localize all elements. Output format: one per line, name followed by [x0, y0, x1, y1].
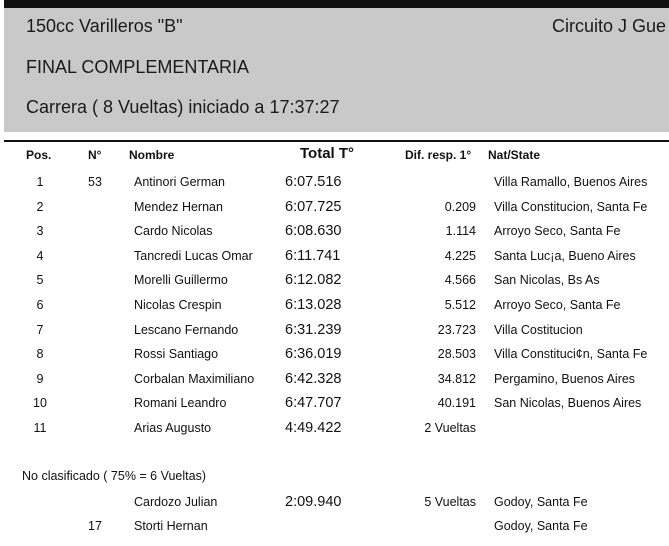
- result-name: Nicolas Crespin: [134, 298, 222, 312]
- result-diff: 1.114: [445, 224, 476, 239]
- result-pos: 7: [36, 322, 44, 337]
- results-header: [4, 8, 669, 132]
- result-time: 6:08.630: [285, 223, 342, 240]
- col-name: Nombre: [129, 148, 175, 162]
- result-num: 17: [88, 519, 102, 533]
- result-nat: San Nicolas, Buenos Aires: [494, 396, 642, 411]
- col-pos: Pos.: [26, 148, 52, 162]
- result-diff: 5.512: [444, 298, 476, 312]
- result-pos: 10: [33, 396, 47, 411]
- result-diff: 28.503: [437, 347, 476, 362]
- result-diff: 0.209: [444, 199, 476, 214]
- result-name: Arias Augusto: [134, 421, 212, 435]
- result-time: 6:13.028: [285, 297, 342, 313]
- result-time: 6:36.019: [285, 346, 342, 363]
- result-time: 6:12.082: [285, 272, 342, 289]
- result-nat: Godoy, Santa Fe: [494, 519, 588, 533]
- result-pos: 2: [36, 199, 44, 214]
- result-name: Tancredi Lucas Omar: [134, 248, 253, 263]
- result-pos: 8: [36, 347, 44, 362]
- result-time: 6:42.328: [285, 370, 342, 387]
- col-num: N°: [88, 148, 102, 162]
- result-nat: Villa Ramallo, Buenos Aires: [494, 175, 648, 189]
- result-name: Cardozo Julian: [134, 495, 218, 509]
- result-diff: 34.812: [437, 371, 476, 386]
- result-nat: Arroyo Seco, Santa Fe: [494, 224, 621, 239]
- result-name: Romani Leandro: [134, 396, 227, 411]
- result-pos: 4: [36, 248, 44, 263]
- result-name: Corbalan Maximiliano: [134, 371, 255, 386]
- event-title: FINAL COMPLEMENTARIA: [26, 57, 250, 77]
- result-pos: 5: [36, 273, 44, 288]
- result-diff: 5 Vueltas: [424, 495, 476, 509]
- result-diff: 4.225: [444, 248, 476, 263]
- result-pos: 11: [33, 421, 47, 435]
- result-nat: San Nicolas, Bs As: [494, 273, 600, 288]
- result-nat: Santa Luc¡a, Bueno Aires: [494, 248, 636, 263]
- result-time: 6:07.516: [285, 174, 342, 190]
- result-name: Rossi Santiago: [134, 347, 219, 362]
- result-diff: 4.566: [444, 273, 476, 288]
- result-nat: Godoy, Santa Fe: [494, 495, 588, 509]
- result-time: 6:11.741: [285, 247, 341, 264]
- result-diff: 2 Vueltas: [424, 421, 476, 435]
- result-nat: Arroyo Seco, Santa Fe: [494, 298, 621, 312]
- result-time: 2:09.940: [285, 494, 342, 510]
- category-title: 150cc Varilleros "B": [26, 16, 183, 36]
- result-name: Lescano Fernando: [134, 322, 239, 337]
- result-nat: Villa Costitucion: [494, 322, 583, 337]
- col-nat: Nat/State: [488, 148, 541, 162]
- col-diff: Dif. resp. 1°: [405, 148, 472, 162]
- result-diff: 40.191: [437, 396, 476, 411]
- result-nat: Villa Constitucion, Santa Fe: [494, 199, 648, 214]
- result-pos: 6: [36, 298, 44, 312]
- result-pos: 1: [36, 175, 44, 189]
- header-separator: [4, 140, 669, 142]
- result-name: Morelli Guillermo: [134, 273, 228, 288]
- result-name: Storti Hernan: [134, 519, 208, 533]
- result-pos: 3: [36, 224, 44, 239]
- not-classified-label: No clasificado ( 75% = 6 Vueltas): [22, 469, 207, 483]
- result-num: 53: [88, 175, 102, 189]
- result-time: 6:07.725: [285, 198, 342, 215]
- result-time: 4:49.422: [285, 420, 342, 436]
- result-diff: 23.723: [437, 322, 476, 337]
- result-time: 6:31.239: [285, 321, 342, 338]
- result-name: Mendez Hernan: [134, 199, 223, 214]
- top-border: [4, 0, 669, 8]
- result-time: 6:47.707: [285, 395, 342, 412]
- result-pos: 9: [36, 371, 44, 386]
- result-nat: Villa Constituci¢n, Santa Fe: [494, 347, 648, 362]
- result-name: Cardo Nicolas: [134, 224, 213, 239]
- result-name: Antinori German: [134, 175, 226, 189]
- result-nat: Pergamino, Buenos Aires: [494, 371, 636, 386]
- circuit-name: Circuito J Gue: [552, 16, 667, 36]
- col-total-time: Total T°: [300, 145, 355, 162]
- race-info: Carrera ( 8 Vueltas) iniciado a 17:37:27: [26, 97, 340, 117]
